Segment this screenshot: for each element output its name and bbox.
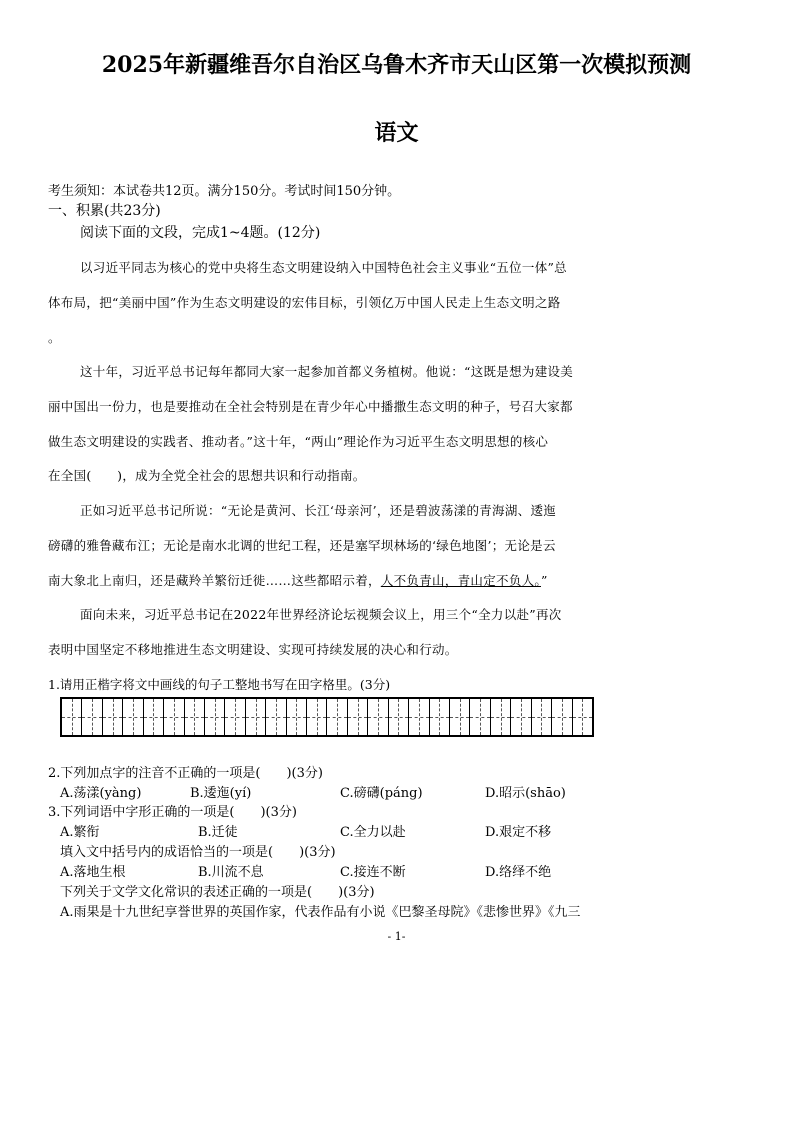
question-3: 3.下列词语中字形正确的一项是( )(3分) <box>48 805 297 820</box>
q2-option-a[interactable]: A.荡漾(yàng) <box>60 786 142 801</box>
grid-cell[interactable] <box>185 699 205 735</box>
grid-cell[interactable] <box>123 699 143 735</box>
passage-line: 面向未来，习近平总书记在2022年世界经济论坛视频会议上，用三个“全力以赴”再次 <box>80 607 562 622</box>
passage-line: 在全国( )，成为全党全社会的思想共识和行动指南。 <box>48 468 366 483</box>
page-number: - 1- <box>387 930 406 943</box>
question-2: 2.下列加点字的注音不正确的一项是( )(3分) <box>48 766 323 781</box>
grid-cell[interactable] <box>348 699 368 735</box>
question-1: 1.请用正楷字将文中画线的句子工整地书写在田字格里。(3分) <box>48 677 391 692</box>
passage-text: ” <box>540 573 548 588</box>
q3-option-a[interactable]: A.繁衔 <box>60 825 100 840</box>
q3-option-d[interactable]: D.艰定不移 <box>485 825 552 840</box>
grid-cell[interactable] <box>62 699 82 735</box>
grid-cell[interactable] <box>552 699 572 735</box>
q3-option-c[interactable]: C.全力以赴 <box>340 825 406 840</box>
question-5: 下列关于文学文化常识的表述正确的一项是( )(3分) <box>60 885 375 900</box>
grid-cell[interactable] <box>164 699 184 735</box>
grid-cell[interactable] <box>307 699 327 735</box>
passage-text: 南大象北上南归，还是藏羚羊繁衍迁徙……这些都昭示着， <box>48 573 381 588</box>
grid-cell[interactable] <box>532 699 552 735</box>
q5-option-a[interactable]: A.雨果是十九世纪享誉世界的英国作家，代表作品有小说《巴黎圣母院》《悲惨世界》《九三 <box>60 905 581 920</box>
passage-line: 体布局，把“美丽中国”作为生态文明建设的宏伟目标，引领亿万中国人民走上生态文明之路 <box>48 295 561 310</box>
passage-line: 。 <box>48 330 61 345</box>
grid-cell[interactable] <box>205 699 225 735</box>
grid-cell[interactable] <box>246 699 266 735</box>
grid-cell[interactable] <box>266 699 286 735</box>
passage-line: 丽中国出一份力，也是要推动在全社会特别是在青少年心中播撒生态文明的种子，号召大家都 <box>48 399 573 414</box>
q3-option-b[interactable]: B.迁徒 <box>198 825 238 840</box>
q2-option-b[interactable]: B.逶迤(yí) <box>190 786 252 801</box>
grid-cell[interactable] <box>511 699 531 735</box>
section-heading: 一、积累(共23分) <box>48 203 161 219</box>
passage-line: 做生态文明建设的实践者、推动者。”这十年，“两山”理论作为习近平生态文明思想的核心 <box>48 434 549 449</box>
grid-cell[interactable] <box>573 699 592 735</box>
grid-cell[interactable] <box>103 699 123 735</box>
passage-line: 磅礴的雅鲁藏布江；无论是南水北调的世纪工程，还是塞罕坝林场的‘绿色地图’；无论是云 <box>48 538 556 553</box>
q4-option-d[interactable]: D.络绎不绝 <box>485 865 552 880</box>
grid-cell[interactable] <box>389 699 409 735</box>
q4-option-b[interactable]: B.川流不息 <box>198 865 264 880</box>
grid-cell[interactable] <box>225 699 245 735</box>
grid-cell[interactable] <box>430 699 450 735</box>
q4-option-c[interactable]: C.接连不断 <box>340 865 406 880</box>
grid-cell[interactable] <box>144 699 164 735</box>
exam-notice: 考生须知：本试卷共12页。满分150分。考试时间150分钟。 <box>48 184 401 199</box>
question-4: 填入文中括号内的成语恰当的一项是( )(3分) <box>60 845 336 860</box>
q2-option-c[interactable]: C.磅礴(páng) <box>340 786 423 801</box>
exam-title: 2025年新疆维吾尔自治区乌鲁木齐市天山区第一次模拟预测 <box>101 52 692 78</box>
tianzige-writing-grid[interactable] <box>60 697 594 737</box>
passage-line: 表明中国坚定不移地推进生态文明建设、实现可持续发展的决心和行动。 <box>48 642 458 657</box>
underlined-sentence: 人不负青山，青山定不负人。 <box>380 573 541 588</box>
grid-cell[interactable] <box>327 699 347 735</box>
grid-cell[interactable] <box>287 699 307 735</box>
grid-cell[interactable] <box>491 699 511 735</box>
q2-option-d[interactable]: D.昭示(shāo) <box>485 786 566 801</box>
passage-line: 这十年，习近平总书记每年都同大家一起参加首都义务植树。他说：“这既是想为建设美 <box>80 364 574 379</box>
grid-cell[interactable] <box>82 699 102 735</box>
grid-cell[interactable] <box>450 699 470 735</box>
grid-cell[interactable] <box>409 699 429 735</box>
grid-cell[interactable] <box>368 699 388 735</box>
q4-option-a[interactable]: A.落地生根 <box>60 865 126 880</box>
passage-line <box>48 571 548 589</box>
grid-cell[interactable] <box>470 699 490 735</box>
section-instruction: 阅读下面的文段，完成1~4题。(12分) <box>80 225 321 241</box>
subject-title: 语文 <box>374 120 419 146</box>
passage-line: 以习近平同志为核心的党中央将生态文明建设纳入中国特色社会主义事业“五位一体”总 <box>80 260 567 275</box>
passage-line: 正如习近平总书记所说：“无论是黄河、长江‘母亲河’，还是碧波荡漾的青海湖、逶迤 <box>80 503 557 518</box>
